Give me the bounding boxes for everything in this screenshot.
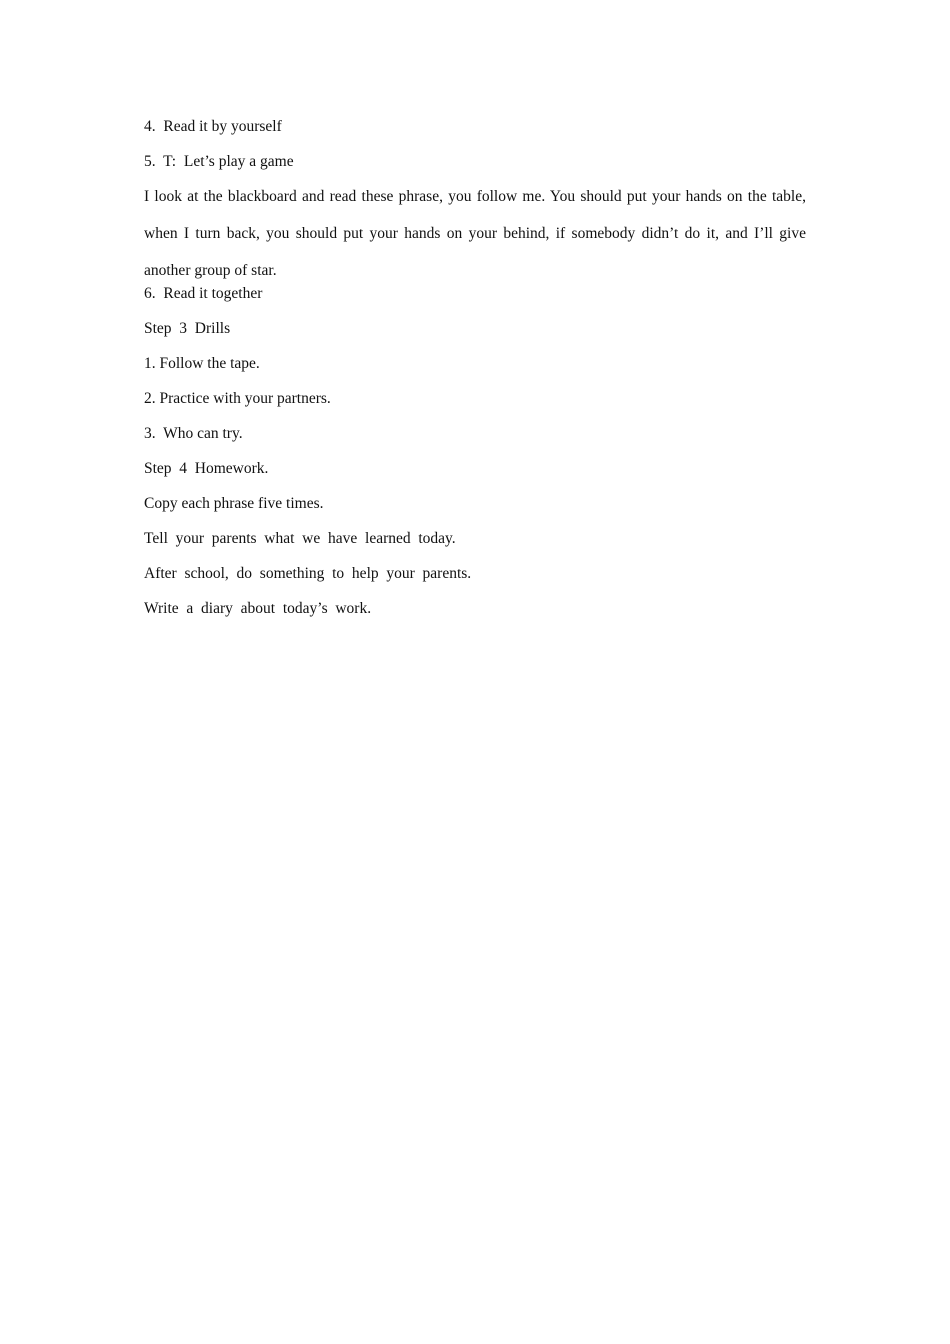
homework-item-tell-parents: Tell your parents what we have learned today. bbox=[144, 530, 456, 547]
game-instructions-paragraph: I look at the blackboard and read these phrase, you follow me. You should put your hands on the table, when I turn back, you should put your hands on your behind, if somebody didn’t do it, and I’ll give another group of star. bbox=[144, 188, 806, 279]
step4-heading: Step 4 Homework. bbox=[144, 460, 269, 477]
list-item-play-game: 5. T: Let’s play a game bbox=[144, 153, 294, 170]
list-item-read-together: 6. Read it together bbox=[144, 285, 263, 302]
drill-item-follow-tape: 1. Follow the tape. bbox=[144, 355, 260, 372]
homework-item-diary: Write a diary about today’s work. bbox=[144, 600, 372, 617]
homework-item-help-parents: After school, do something to help your parents. bbox=[144, 565, 472, 582]
step3-heading: Step 3 Drills bbox=[144, 320, 231, 337]
list-item-read-yourself: 4. Read it by yourself bbox=[144, 118, 282, 135]
homework-item-copy: Copy each phrase five times. bbox=[144, 495, 324, 512]
document-body bbox=[144, 116, 806, 633]
drill-item-practice: 2. Practice with your partners. bbox=[144, 390, 331, 407]
drill-item-who-can-try: 3. Who can try. bbox=[144, 425, 243, 442]
